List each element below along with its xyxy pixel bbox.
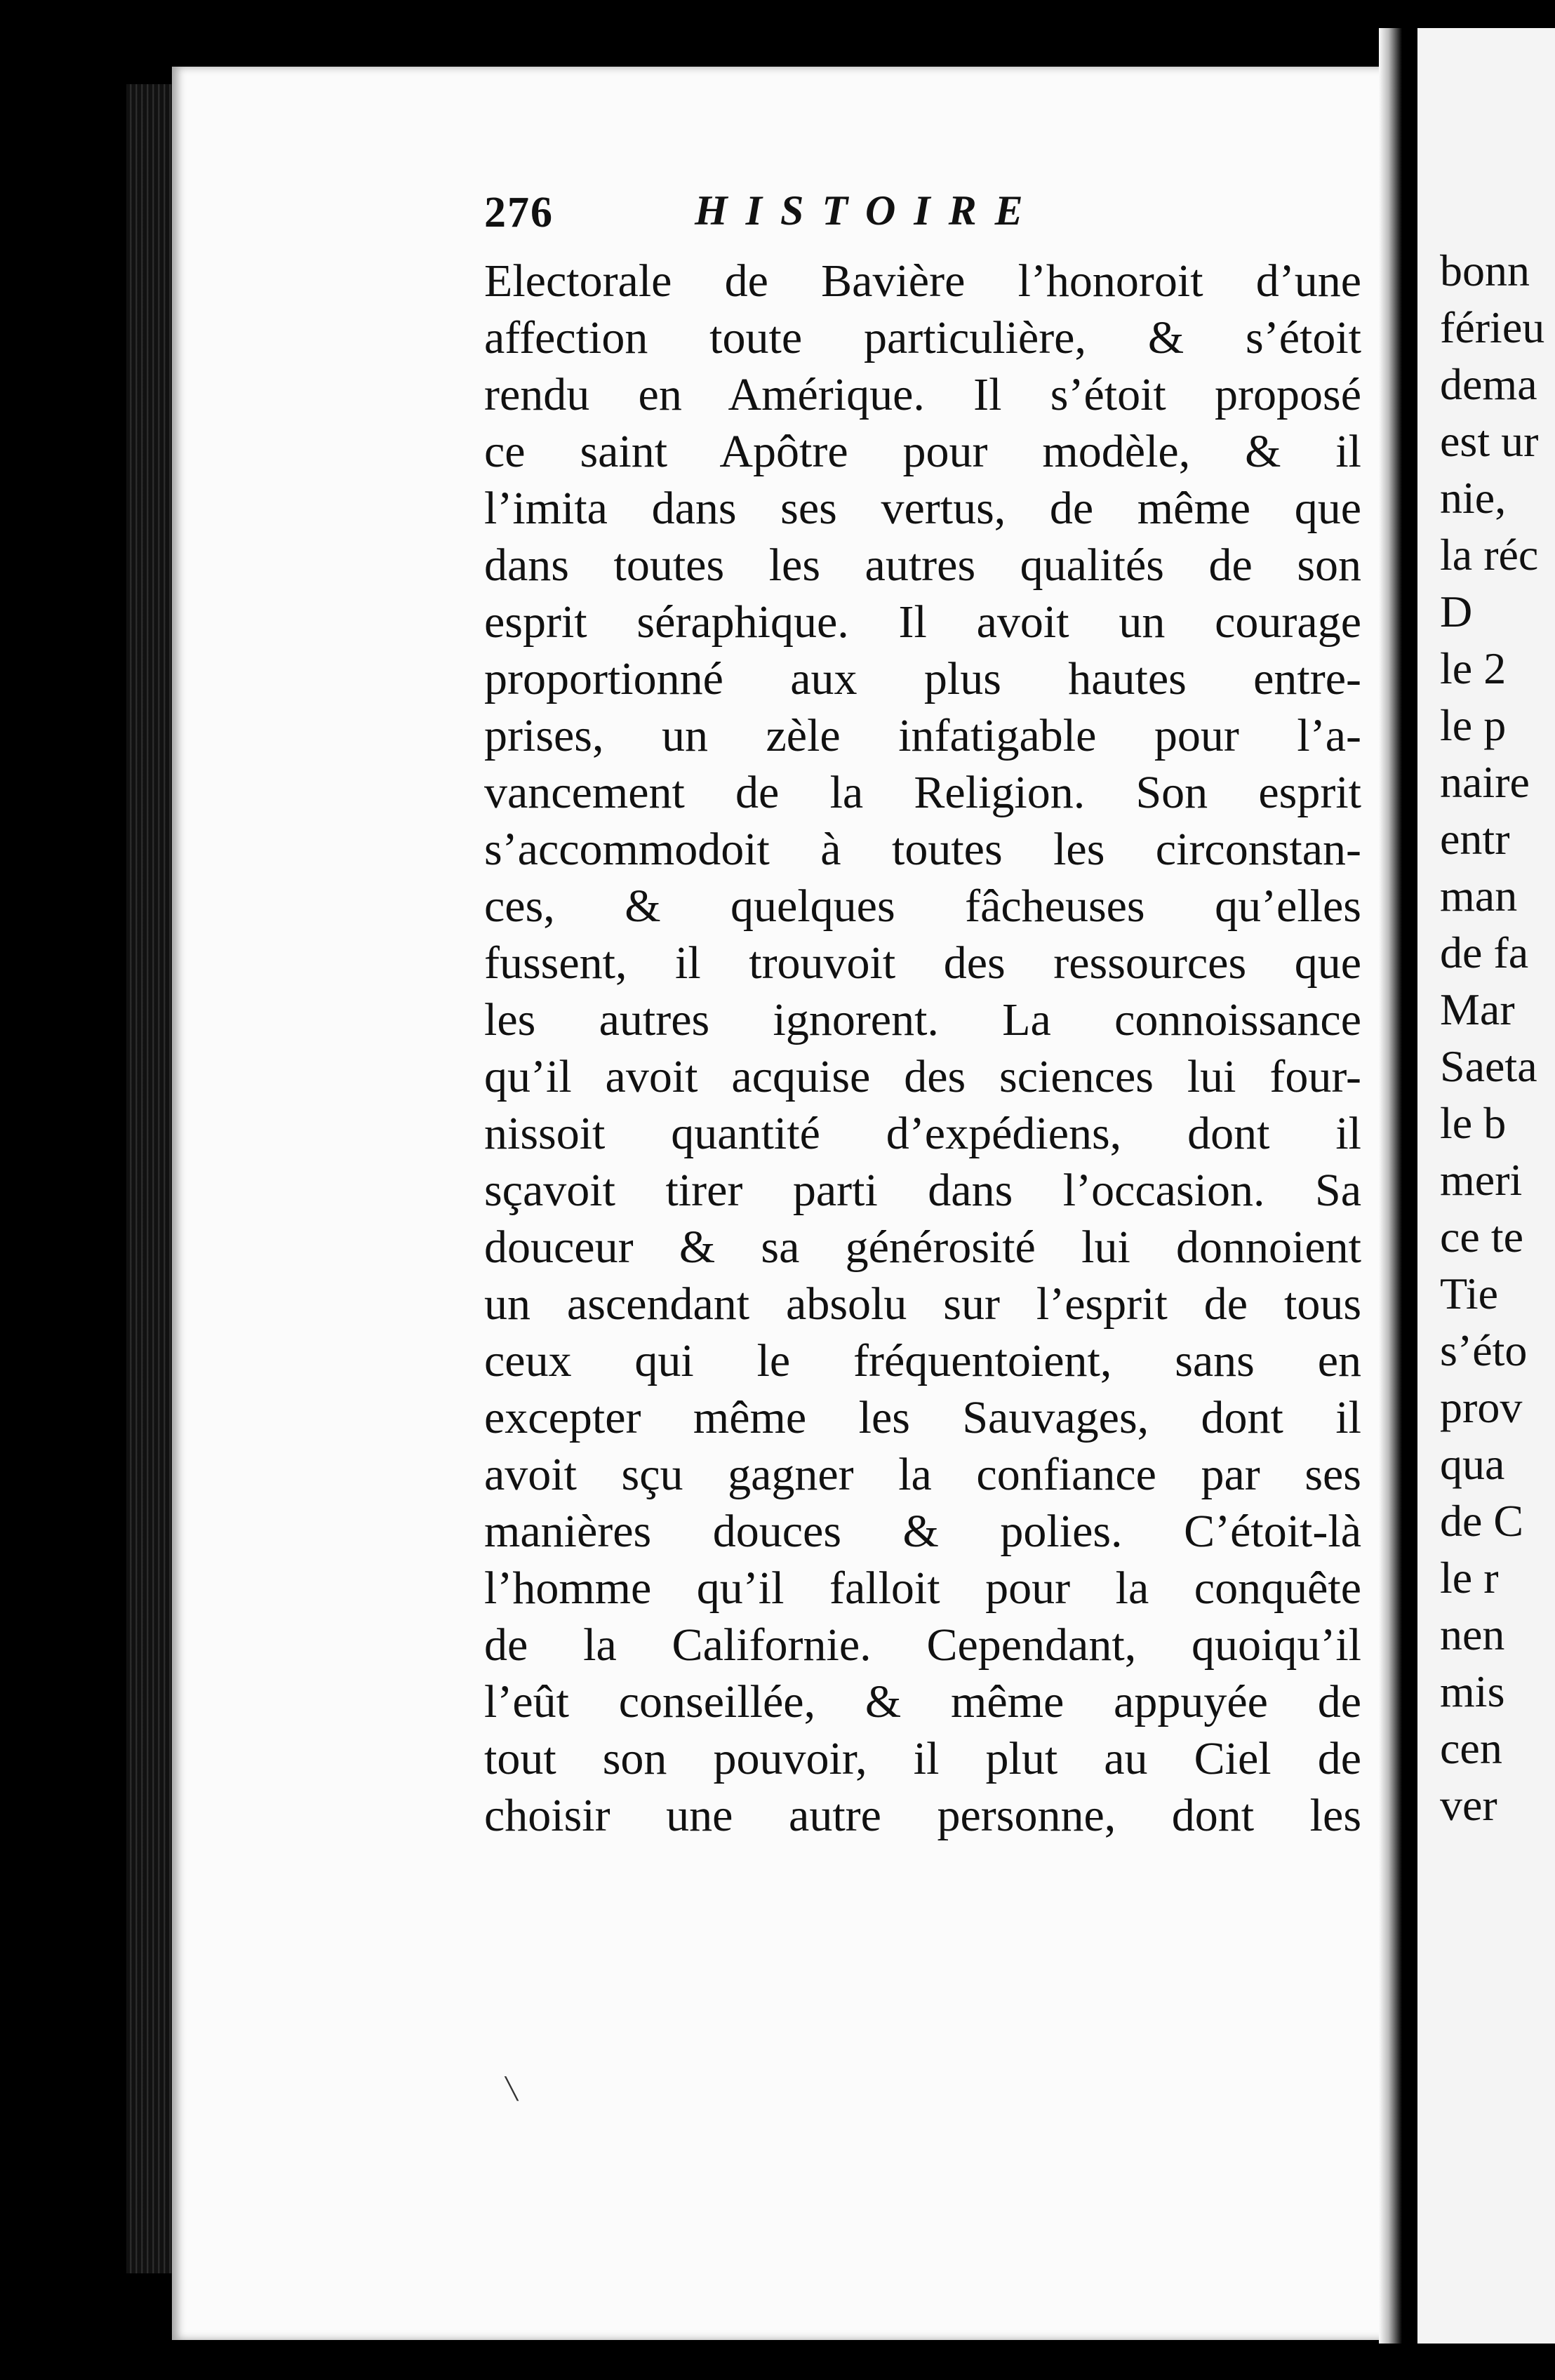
right-text-line: cen [1440, 1723, 1502, 1773]
text-line: de la Californie. Cependant, quoiqu’il [484, 1619, 1361, 1671]
text-line: tout son pouvoir, il plut au Ciel de [484, 1733, 1361, 1784]
text-line: ceux qui le fréquentoient, sans en [484, 1335, 1361, 1386]
text-line: les autres ignorent. La connoissance [484, 994, 1361, 1045]
text-line: proportionné aux plus hautes entre- [484, 653, 1361, 704]
text-line: qu’il avoit acquise des sciences lui four- [484, 1051, 1361, 1102]
right-text-line: qua [1440, 1439, 1505, 1489]
right-text-line: Tie [1440, 1269, 1499, 1318]
right-text-line: mis [1440, 1666, 1505, 1716]
text-line: fussent, il trouvoit des ressources que [484, 937, 1361, 989]
right-text-line: la réc [1440, 530, 1539, 580]
body-text [484, 253, 1361, 1844]
right-text-line: meri [1440, 1155, 1523, 1205]
right-text-line: prov [1440, 1382, 1523, 1432]
right-text-line: le r [1440, 1553, 1499, 1603]
text-line: vancement de la Religion. Son esprit [484, 767, 1361, 818]
right-text-line: de C [1440, 1496, 1524, 1546]
text-line: nissoit quantité d’expédiens, dont il [484, 1108, 1361, 1159]
right-text-line: s’éto [1440, 1325, 1528, 1375]
text-line: douceur & sa générosité lui donnoient [484, 1222, 1361, 1273]
right-text-line: ce te [1440, 1212, 1523, 1262]
right-text-line: man [1440, 871, 1518, 921]
right-text-line: de fa [1440, 928, 1529, 977]
right-text-line: le p [1440, 700, 1507, 750]
right-text-line: D [1440, 587, 1473, 636]
text-line: choisir une autre personne, dont les [484, 1790, 1361, 1841]
text-line: rendu en Amérique. Il s’étoit proposé [484, 369, 1361, 420]
text-line: excepter même les Sauvages, dont il [484, 1392, 1361, 1443]
right-text-line: le 2 [1440, 643, 1507, 693]
book-gutter [1379, 28, 1417, 2344]
text-line: un ascendant absolu sur l’esprit de tous [484, 1278, 1361, 1330]
right-text-line: nen [1440, 1610, 1505, 1659]
right-text-line: Mar [1440, 984, 1515, 1034]
stray-ink-mark: ╲ [505, 2078, 519, 2101]
text-line: Electorale de Bavière l’honoroit d’une [484, 255, 1361, 307]
right-text-line: férieu [1440, 302, 1545, 352]
right-text-line: Saeta [1440, 1041, 1537, 1091]
text-line: s’accommodoit à toutes les circonstan- [484, 824, 1361, 875]
right-text-line: est ur [1440, 416, 1539, 466]
text-line: affection toute particulière, & s’étoit [484, 312, 1361, 363]
running-title: HISTOIRE [695, 187, 1041, 234]
right-text-line: naire [1440, 757, 1530, 807]
text-line: ce saint Apôtre pour modèle, & il [484, 426, 1361, 477]
right-page-text [1440, 242, 1555, 1833]
page-edge-stack [126, 84, 175, 2273]
text-line: l’eût conseillée, & même appuyée de [484, 1676, 1361, 1727]
text-line: esprit séraphique. Il avoit un courage [484, 596, 1361, 648]
right-text-line: ver [1440, 1780, 1497, 1830]
right-text-line: dema [1440, 359, 1537, 409]
text-line: avoit sçu gagner la confiance par ses [484, 1449, 1361, 1500]
running-head [484, 175, 1361, 253]
text-line: prises, un zèle infatigable pour l’a- [484, 710, 1361, 761]
text-line: l’imita dans ses vertus, de même que [484, 483, 1361, 534]
right-text-line: nie, [1440, 473, 1507, 523]
text-line: manières douces & polies. C’étoit-là [484, 1506, 1361, 1557]
text-line: sçavoit tirer parti dans l’occasion. Sa [484, 1165, 1361, 1216]
text-line: ces, & quelques fâcheuses qu’elles [484, 881, 1361, 932]
right-text-line: le b [1440, 1098, 1507, 1148]
page-number: 276 [484, 189, 554, 236]
right-text-line: entr [1440, 814, 1510, 864]
text-line: l’homme qu’il falloit pour la conquête [484, 1563, 1361, 1614]
right-text-line: bonn [1440, 246, 1530, 295]
text-line: dans toutes les autres qualités de son [484, 540, 1361, 591]
